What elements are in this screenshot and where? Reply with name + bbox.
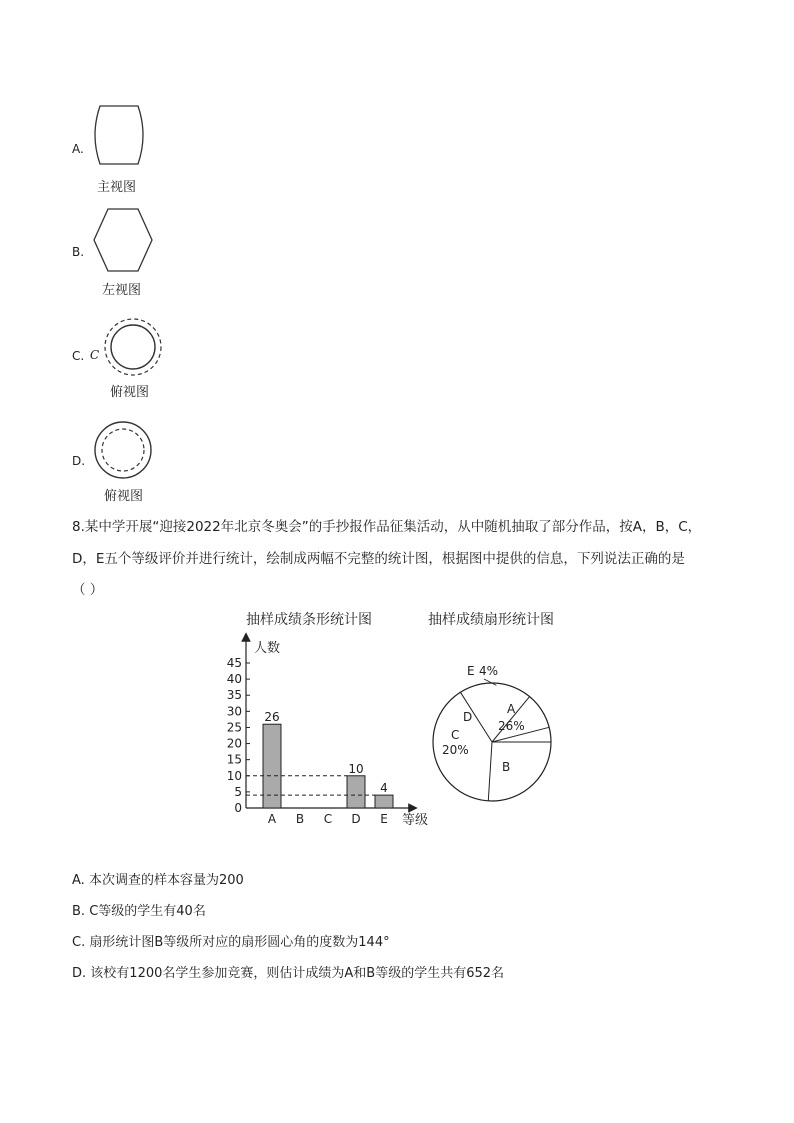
dashed-inner-circle-icon <box>92 419 154 481</box>
y-tick-label: 45 <box>226 656 242 670</box>
option-b-label: B. <box>72 245 85 259</box>
y-axis-label: 人数 <box>254 641 281 656</box>
answer-choice-d[interactable] <box>72 962 504 981</box>
answer-b-label: B. <box>72 904 86 919</box>
answer-choice-a[interactable] <box>72 869 244 888</box>
x-tick-label: E <box>380 812 388 826</box>
y-tick-label: 25 <box>226 720 242 735</box>
y-tick-label: 35 <box>226 688 242 703</box>
y-tick-label: 15 <box>226 752 242 767</box>
y-tick-label: 40 <box>226 672 242 687</box>
bar-e <box>375 795 393 808</box>
pie-label-a: A <box>507 702 516 716</box>
bar-d <box>347 776 365 808</box>
question-8-line-3: （ ） <box>72 582 104 598</box>
answer-c-text: 扇形统计图B等级所对应的扇形圆心角的度数为144° <box>89 935 390 950</box>
pie-chart-title: 抽样成绩扇形统计图 <box>428 612 554 628</box>
x-axis-label: 等级 <box>402 813 429 828</box>
option-b-caption: 左视图 <box>102 283 142 298</box>
pie-value-e: 4% <box>479 664 499 678</box>
x-tick-label: B <box>295 812 305 826</box>
pie-label-c: C <box>451 728 460 742</box>
bar-data-label: 4 <box>380 781 388 796</box>
x-tick-label: A <box>267 812 277 826</box>
question-8-line-1: 8.某中学开展“迎接2022年北京冬奥会”的手抄报作品征集活动，从中随机抽取了部分作品，按A，B，C， <box>72 519 702 535</box>
pie-label-b: B <box>502 760 511 774</box>
bar-chart <box>226 632 441 832</box>
bar-data-label: 26 <box>264 710 280 725</box>
option-d-label: D. <box>72 454 86 468</box>
answer-b-text: C等级的学生有40名 <box>89 904 206 919</box>
pie-value-c: 20% <box>442 743 469 757</box>
bar-a <box>263 724 281 808</box>
barrel-shape-icon <box>92 104 148 168</box>
y-tick-label: 20 <box>226 736 242 751</box>
y-tick-label: 30 <box>226 704 242 719</box>
bar-data-label: 10 <box>348 761 364 776</box>
option-a-caption: 主视图 <box>97 180 137 195</box>
answer-c-label: C. <box>72 935 86 950</box>
answer-a-label: A. <box>72 873 85 888</box>
y-tick-label: 0 <box>234 801 242 815</box>
option-c-caption: 俯视图 <box>110 385 150 400</box>
pie-label-d: D <box>463 710 473 724</box>
y-tick-label: 5 <box>234 784 242 799</box>
pie-label-e: E <box>467 664 475 678</box>
answer-choice-b[interactable] <box>72 900 206 919</box>
y-tick-label: 10 <box>226 768 242 783</box>
hexagon-shape-icon <box>92 207 154 273</box>
answer-choice-c[interactable] <box>72 931 390 950</box>
option-c-prefix: C <box>90 348 100 362</box>
pie-chart <box>426 655 566 805</box>
answer-d-label: D. <box>72 966 87 981</box>
bar-chart-title: 抽样成绩条形统计图 <box>246 612 372 628</box>
dashed-outer-circle-icon <box>102 316 164 378</box>
pie-value-a: 26% <box>498 719 525 733</box>
answer-d-text: 该校有1200名学生参加竞赛，则估计成绩为A和B等级的学生共有652名 <box>90 966 505 981</box>
option-a-label: A. <box>72 142 84 156</box>
option-c-label: C. <box>72 349 85 363</box>
option-d-caption: 俯视图 <box>104 489 144 504</box>
x-tick-label: C <box>323 812 333 826</box>
question-8-line-2: D，E五个等级评价并进行统计，绘制成两幅不完整的统计图，根据图中提供的信息，下列说法正确的是 <box>72 551 685 567</box>
x-tick-label: D <box>351 812 361 826</box>
answer-a-text: 本次调查的样本容量为200 <box>88 873 244 888</box>
